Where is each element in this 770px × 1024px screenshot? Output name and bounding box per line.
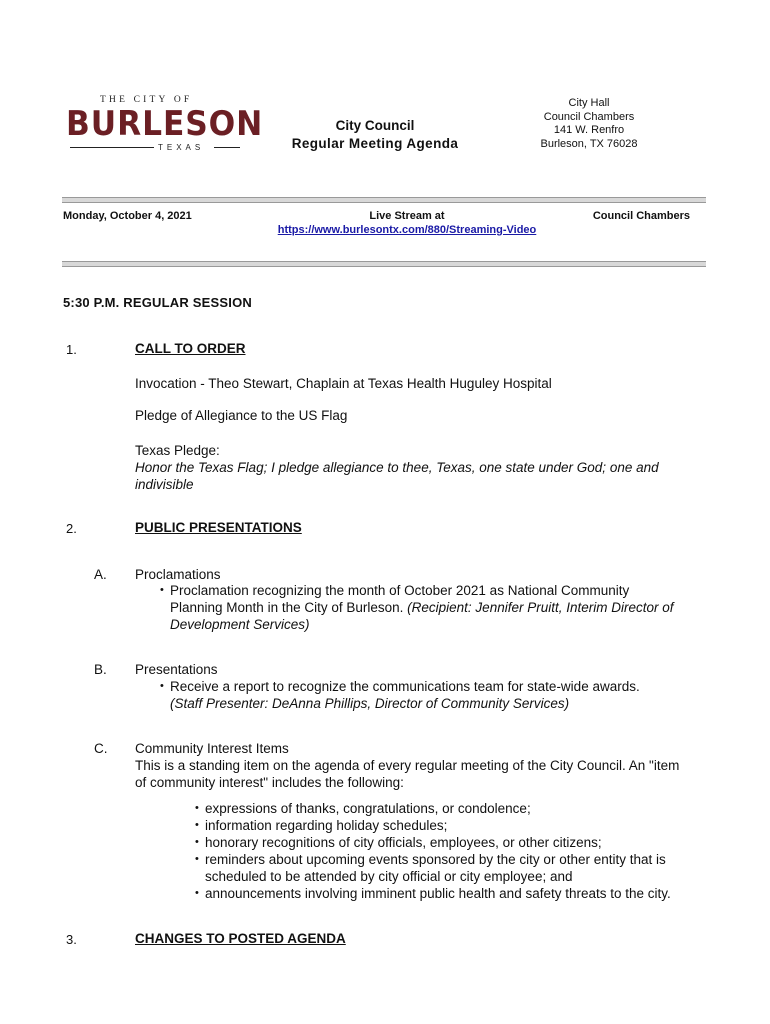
bullet-text: Receive a report to recognize the communications team for state-wide awards.	[170, 679, 640, 694]
list-item: • reminders about upcoming events sponsored by the city or other entity that is scheduled to be attended by city official or city employee; and	[195, 851, 695, 885]
section-title-changes-to-agenda: CHANGES TO POSTED AGENDA	[135, 931, 346, 946]
pledge-us-text: Pledge of Allegiance to the US Flag	[135, 408, 348, 423]
list-item: • honorary recognitions of city officials, employees, or other citizens;	[195, 834, 695, 851]
meeting-date: Monday, October 4, 2021	[63, 210, 192, 222]
logo-divider-right	[214, 147, 240, 148]
community-interest-block	[135, 740, 680, 791]
section-title-public-presentations: PUBLIC PRESENTATIONS	[135, 520, 302, 535]
list-item: • expressions of thanks, congratulations, or condolence;	[195, 800, 695, 817]
proclamations-list	[160, 582, 685, 633]
logo-main-text: BURLESON	[66, 104, 264, 144]
list-item	[160, 582, 685, 633]
location-line: City Hall	[568, 97, 610, 109]
subsection-letter: A.	[94, 567, 107, 582]
community-interest-intro: This is a standing item on the agenda of every regular meeting of the City Council. An "item of community interest" includes the following:	[135, 758, 680, 790]
list-item: • information regarding holiday schedules;	[195, 817, 695, 834]
presentations-list	[160, 678, 685, 712]
header-title: City Council	[335, 118, 415, 133]
section-number: 1.	[66, 342, 77, 357]
subsection-letter: B.	[94, 662, 107, 677]
section-title-call-to-order: CALL TO ORDER	[135, 341, 246, 356]
meeting-venue: Council Chambers	[592, 210, 690, 222]
subsection-title-community-interest: Community Interest Items	[135, 741, 289, 756]
list-item: • announcements involving imminent public health and safety threats to the city.	[195, 885, 695, 902]
invocation-text: Invocation - Theo Stewart, Chaplain at Texas Health Huguley Hospital	[135, 376, 552, 391]
bullet-italic: (Staff Presenter: DeAnna Phillips, Director of Community Services)	[170, 696, 570, 711]
subsection-title-presentations: Presentations	[135, 662, 218, 677]
meta-rule	[62, 261, 706, 267]
subsection-letter: C.	[94, 741, 108, 756]
stream-link[interactable]: https://www.burlesontx.com/880/Streaming-Video	[277, 223, 537, 236]
texas-pledge-text: Honor the Texas Flag; I pledge allegiance to thee, Texas, one state under God; one and indivisible	[135, 460, 659, 492]
section-number: 3.	[66, 932, 77, 947]
header-subtitle: Regular Meeting Agenda	[291, 136, 459, 151]
section-number: 2.	[66, 521, 77, 536]
texas-pledge	[135, 442, 695, 493]
community-interest-list	[195, 800, 695, 902]
stream-label: Live Stream at	[369, 210, 445, 222]
city-logo	[66, 95, 264, 155]
location-line: Burleson, TX 76028	[540, 137, 638, 150]
agenda-header-title	[270, 117, 480, 153]
logo-divider-left	[70, 147, 154, 148]
list-item	[160, 678, 685, 712]
bullet-text: Proclamation recognizing the month of October 2021 as National Community Planning Month in the City of Burleson.	[170, 583, 630, 615]
location-line: Council Chambers	[543, 110, 635, 123]
subsection-title-proclamations: Proclamations	[135, 567, 221, 582]
session-heading: 5:30 P.M. REGULAR SESSION	[63, 295, 252, 310]
location-line: 141 W. Renfro	[553, 124, 625, 136]
texas-pledge-label: Texas Pledge:	[135, 443, 220, 458]
logo-top-text: THE CITY OF	[100, 95, 193, 105]
header-rule	[62, 197, 706, 203]
bullet-italic: (Recipient: Jennifer Pruitt, Interim Director of Development Services)	[170, 600, 674, 632]
live-stream-info	[262, 210, 552, 237]
meeting-location-block	[516, 97, 662, 151]
logo-bottom-text: TEXAS	[158, 143, 205, 152]
